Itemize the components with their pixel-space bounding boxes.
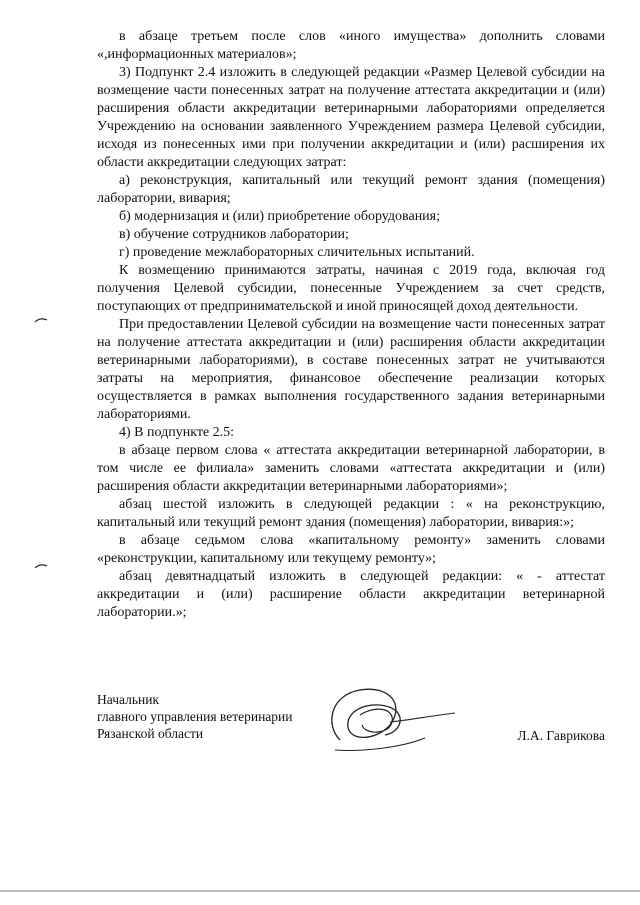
paragraph: При предоставлении Целевой субсидии на возмещение части понесенных затрат на получение аттестата аккредитации и (или) расширения области аккредитации ветеринарными лабораториями), в составе понесенных затрат не учитываются затраты на мероприятия, финансовое обеспечение реализации которых осуществляется в рамках выполнения государственного задания ветеринарными лабораториями. <box>97 317 605 422</box>
list-item: г) проведение межлабораторных сличительных испытаний. <box>119 245 475 260</box>
signatory-position: Начальник <box>97 692 160 707</box>
document-body <box>97 28 605 622</box>
signatory-name: Л.А. Гаврикова <box>517 728 605 743</box>
signatory-region: Рязанской области <box>97 726 204 741</box>
paragraph: К возмещению принимаются затраты, начиная с 2019 года, включая год получения Целевой субсидии, понесенные Учреждением за счет средств, поступающих от предпринимательской и иной приносящей доход деятельности. <box>97 263 605 314</box>
paragraph: 4) В подпункте 2.5: <box>119 425 235 440</box>
list-item: а) реконструкция, капитальный или текущий ремонт здания (помещения) лаборатории, вивария; <box>97 173 605 206</box>
paragraph: в абзаце седьмом слова «капитальному ремонту» заменить словами «реконструкции, капитальному или текущему ремонту»; <box>97 533 605 566</box>
paragraph: 3) Подпункт 2.4 изложить в следующей редакции «Размер Целевой субсидии на возмещение части понесенных затрат на получение аттестата аккредитации и (или) расширения области аккредитации ветеринарными лабораториями определяется Учреждению на основании заявленного Учреждением размера Целевой субсидии, исходя из понесенных ими при получении аккредитации и (или) расширения их области аккредитации следующих затрат: <box>97 65 605 170</box>
list-item: в) обучение сотрудников лаборатории; <box>119 227 349 242</box>
list-item: б) модернизация и (или) приобретение оборудования; <box>119 209 441 224</box>
signatory-department: главного управления ветеринарии <box>97 709 293 724</box>
margin-mark <box>34 316 48 324</box>
paragraph: в абзаце третьем после слов «иного имущества» дополнить словами «,информационных материалов»; <box>97 29 605 62</box>
paragraph: в абзаце первом слова « аттестата аккредитации ветеринарной лаборатории, в том числе ее филиала» заменить словами «аттестата аккредитации и (или) расширения области аккредитации ветеринарными лабораториями»; <box>97 443 605 494</box>
scan-edge <box>0 890 640 892</box>
paragraph: абзац шестой изложить в следующей редакции : « на реконструкцию, капитальный или текущий ремонт здания (помещения) лаборатории, вивария:»; <box>97 497 605 530</box>
paragraph: абзац девятнадцатый изложить в следующей редакции: « - аттестат аккредитации и (или) расширение области аккредитации ветеринарной лаборатории.»; <box>97 569 605 620</box>
handwritten-signature <box>320 680 460 755</box>
margin-mark <box>34 562 48 570</box>
